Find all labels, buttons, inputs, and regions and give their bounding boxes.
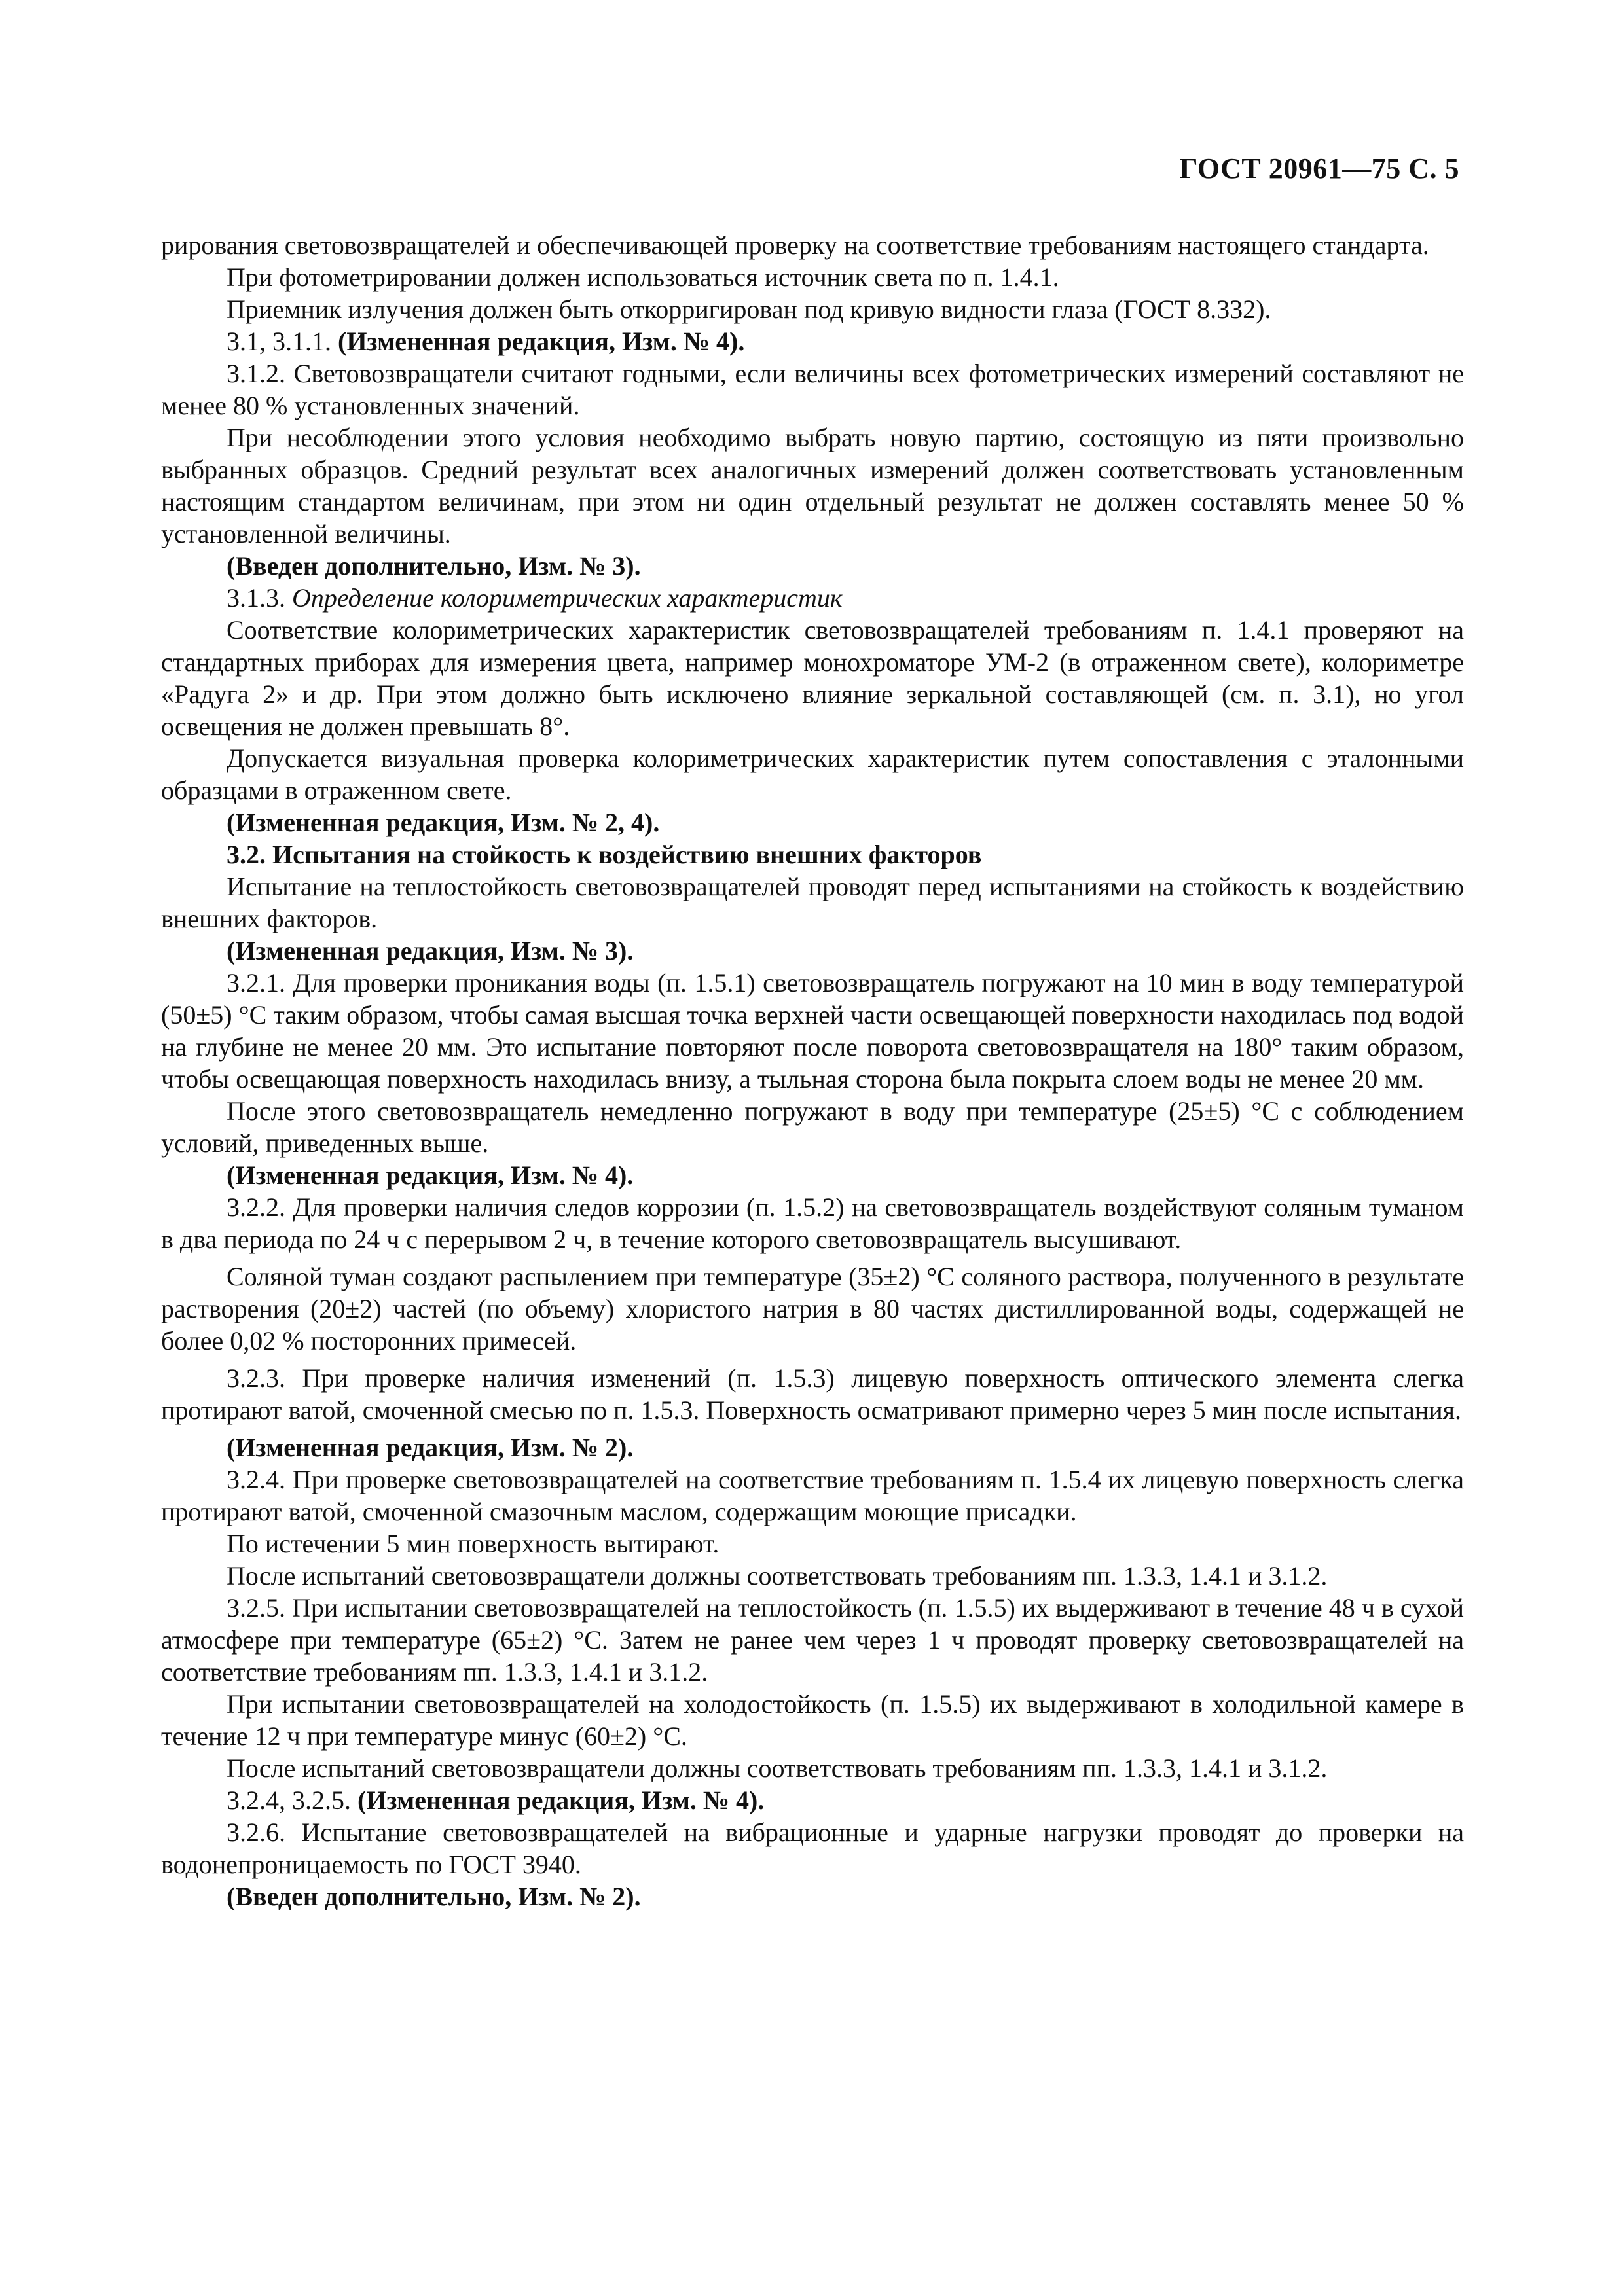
clause-3-2-1: 3.2.1. Для проверки проникания воды (п. 1.5.1) световозвращатель погружают на 10 мин в воду температурой (50±5) °С таким образом, чтобы самая высшая точка верхней части освещающей поверхности находилась под водой на глубине не менее 20 мм. Это испытание повторяют после поворота световозвращателя на 180° таким образом, чтобы освещающая поверхность находилась внизу, а тыльная сторона была покрыта слоем воды не менее 20 мм. — [161, 968, 1464, 1094]
clause-3-2-3: 3.2.3. При проверке наличия изменений (п. 1.5.3) лицевую поверхность оптического элемента слегка протирают ватой, смоченной смесью по п. 1.5.3. Поверхность осматривают примерно через 5 мин после испытания. — [161, 1363, 1464, 1425]
amendment-label: (Измененная редакция, Изм. № 4). — [338, 327, 745, 356]
clause-number: 3.1.3. — [227, 583, 292, 613]
amendment-note: (Введен дополнительно, Изм. № 3). — [227, 551, 641, 581]
clause-3-2-4: 3.2.4. При проверке световозвращателей на соответствие требованиям п. 1.5.4 их лицевую поверхность слегка протирают ватой, смоченной смазочным маслом, содержащим моющие присадки. — [161, 1465, 1464, 1526]
paragraph: При несоблюдении этого условия необходимо выбрать новую партию, состоящую из пяти произвольно выбранных образцов. Средний результат всех аналогичных измерений должен соответствовать установленным настоящим стандартом величинам, при этом ни один отдельный результат не должен составлять менее 50 % установленной величины. — [161, 423, 1464, 548]
clause-ref: 3.2.4, 3.2.5. — [227, 1785, 357, 1815]
clause-ref: 3.1, 3.1.1. — [227, 327, 338, 356]
paragraph: Соответствие колориметрических характеристик световозвращателей требованиям п. 1.4.1 проверяют на стандартных приборах для измерения цвета, например монохроматоре УМ-2 (в отраженном свете), колориметре «Радуга 2» и др. При этом должно быть исключено влияние зеркальной составляющей (см. п. 3.1), но угол освещения не должен превышать 8°. — [161, 615, 1464, 741]
clause-3-2-5: 3.2.5. При испытании световозвращателей на теплостойкость (п. 1.5.5) их выдерживают в течение 48 ч в сухой атмосфере при температуре (65±2) °С. Затем не ранее чем через 1 ч проводят проверку световозвращателей на соответствие требованиям пп. 1.3.3, 1.4.1 и 3.1.2. — [161, 1593, 1464, 1687]
amendment-note — [161, 1784, 1464, 1816]
clause-3-1-2: 3.1.2. Световозвращатели считают годными, если величины всех фотометрических измерений составляют не менее 80 % установленных значений. — [161, 359, 1464, 420]
document-body — [161, 229, 1464, 1912]
paragraph: Испытание на теплостойкость световозвращателей проводят перед испытаниями на стойкость к воздействию внешних факторов. — [161, 872, 1464, 933]
amendment-note: (Введен дополнительно, Изм. № 2). — [227, 1882, 641, 1911]
paragraph: При фотометрировании должен использоваться источник света по п. 1.4.1. — [227, 262, 1059, 292]
clause-3-2-2: 3.2.2. Для проверки наличия следов коррозии (п. 1.5.2) на световозвращатель воздействуют соляным туманом в два периода по 24 ч с перерывом 2 ч, в течение которого световозвращатель высушивают. — [161, 1193, 1464, 1254]
paragraph: Приемник излучения должен быть откорригирован под кривую видности глаза (ГОСТ 8.332). — [227, 295, 1271, 324]
clause-3-2-6: 3.2.6. Испытание световозвращателей на вибрационные и ударные нагрузки проводят до проверки на водонепроницаемость по ГОСТ 3940. — [161, 1818, 1464, 1879]
section-heading-3-2: 3.2. Испытания на стойкость к воздействию внешних факторов — [227, 840, 982, 869]
amendment-note — [161, 325, 1464, 357]
clause-title: Определение колориметрических характеристик — [292, 583, 843, 613]
paragraph: После испытаний световозвращатели должны соответствовать требованиям пп. 1.3.3, 1.4.1 и 3.1.2. — [227, 1561, 1328, 1590]
amendment-label: (Измененная редакция, Изм. № 4). — [357, 1785, 765, 1815]
paragraph-continuation: рирования световозвращателей и обеспечивающей проверку на соответствие требованиям настоящего стандарта. — [161, 230, 1429, 260]
paragraph: При испытании световозвращателей на холодостойкость (п. 1.5.5) их выдерживают в холодильной камере в течение 12 ч при температуре минус (60±2) °С. — [161, 1689, 1464, 1751]
paragraph: Допускается визуальная проверка колориметрических характеристик путем сопоставления с эталонными образцами в отраженном свете. — [161, 744, 1464, 805]
amendment-note: (Измененная редакция, Изм. № 4). — [227, 1160, 634, 1190]
clause-3-1-3 — [161, 582, 1464, 614]
paragraph: Соляной туман создают распылением при температуре (35±2) °С соляного раствора, полученного в результате растворения (20±2) частей (по объему) хлористого натрия в 80 частях дистиллированной воды, содержащей не более 0,02 % посторонних примесей. — [161, 1262, 1464, 1355]
amendment-note: (Измененная редакция, Изм. № 2, 4). — [227, 808, 660, 837]
paragraph: После этого световозвращатель немедленно погружают в воду при температуре (25±5) °С с соблюдением условий, приведенных выше. — [161, 1096, 1464, 1158]
page-header: ГОСТ 20961—75 С. 5 — [1179, 152, 1459, 185]
paragraph: По истечении 5 мин поверхность вытирают. — [227, 1529, 720, 1558]
paragraph: После испытаний световозвращатели должны соответствовать требованиям пп. 1.3.3, 1.4.1 и 3.1.2. — [227, 1753, 1328, 1783]
amendment-note: (Измененная редакция, Изм. № 3). — [227, 936, 634, 965]
amendment-note: (Измененная редакция, Изм. № 2). — [227, 1433, 634, 1462]
